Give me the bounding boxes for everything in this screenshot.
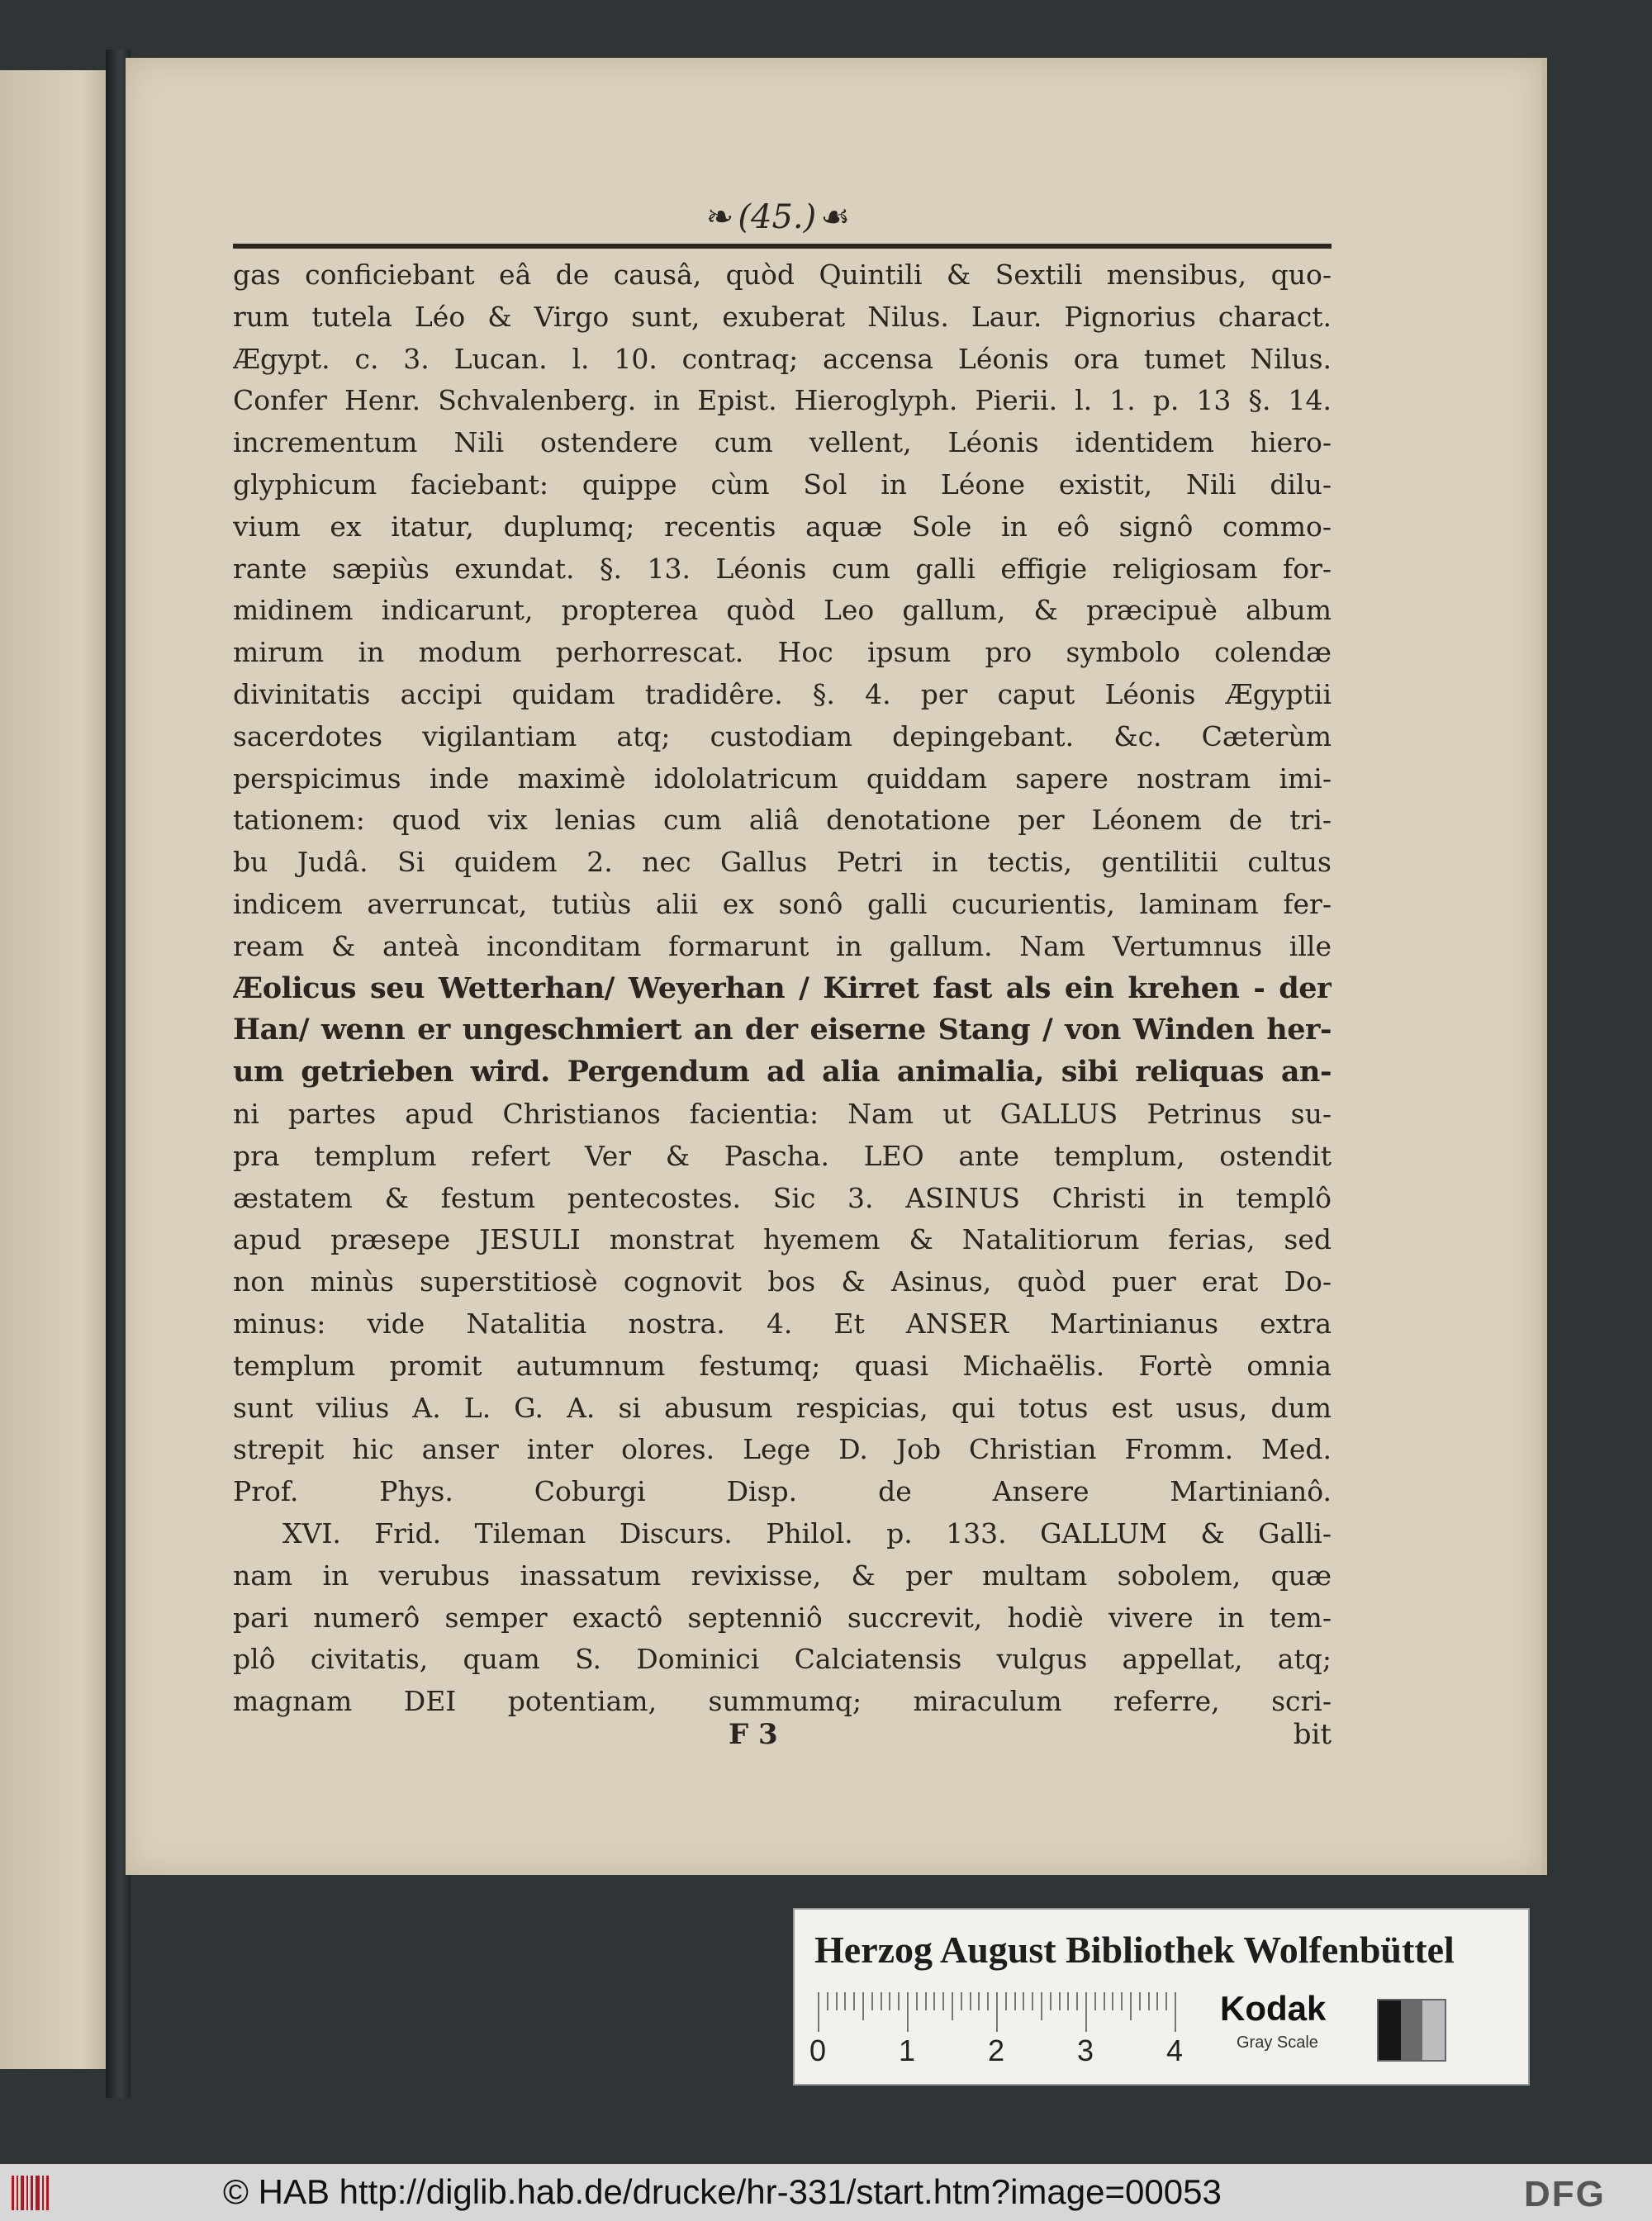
text-line: midinem indicarunt, propterea quòd Leo gallum, & præcipuè album — [233, 594, 1332, 627]
ruler-tick — [1059, 1992, 1061, 2010]
ruler-tick — [1130, 1992, 1132, 2020]
page-header — [233, 198, 1323, 236]
text-line: Prof. Phys. Coburgi Disp. de Ansere Martinianô. — [233, 1475, 1332, 1508]
signature-mark: F 3 — [729, 1718, 778, 1751]
ruler-tick — [1156, 1992, 1158, 2010]
text-line: Ægypt. c. 3. Lucan. l. 10. contraq; accensa Léonis ora tumet Nilus. — [233, 342, 1332, 375]
barcode-icon — [12, 2176, 63, 2210]
barcode-bar — [21, 2176, 24, 2210]
ruler-tick — [1005, 1992, 1007, 2010]
ruler-tick — [881, 1992, 882, 2010]
ruler-tick — [898, 1992, 900, 2010]
ruler-tick — [942, 1992, 944, 2010]
ruler-tick — [827, 1992, 828, 2010]
text-line: rum tutela Léo & Virgo sunt, exuberat Nilus. Laur. Pignorius charact. — [233, 300, 1332, 333]
text-line: minus: vide Natalitia nostra. 4. Et ANSER Martinianus extra — [233, 1307, 1332, 1340]
ruler-tick — [1139, 1992, 1141, 2010]
ruler-number: 1 — [899, 2034, 916, 2067]
ruler-tick — [889, 1992, 890, 2010]
ruler-tick — [978, 1992, 980, 2010]
ruler-tick — [1014, 1992, 1016, 2010]
barcode-bar — [12, 2176, 14, 2210]
text-line: rante sæpiùs exundat. §. 13. Léonis cum galli effigie religiosam for- — [233, 552, 1332, 585]
text-line: Confer Henr. Schvalenberg. in Epist. Hieroglyph. Pierii. l. 1. p. 13 §. 14. — [233, 384, 1332, 417]
ruler-number: 4 — [1166, 2034, 1184, 2067]
ruler-tick — [1032, 1992, 1033, 2010]
text-line: ream & anteà inconditam formarunt in gallum. Nam Vertumnus ille — [233, 929, 1332, 962]
ruler-tick — [925, 1992, 927, 2010]
footer-bar — [0, 2164, 1652, 2221]
ruler-tick — [961, 1992, 962, 2010]
ruler-tick — [1067, 1992, 1069, 2010]
barcode-bar — [36, 2176, 40, 2210]
text-line: glyphicum faciebant: quippe cùm Sol in Léone existit, Nili dilu- — [233, 467, 1332, 501]
library-name: Herzog August Bibliothek Wolfenbüttel — [814, 1929, 1455, 1971]
ruler-tick — [1076, 1992, 1078, 2010]
gray-patch-black — [1379, 2000, 1401, 2060]
ruler-tick — [1148, 1992, 1150, 2010]
ruler-numbers — [809, 2034, 1206, 2075]
text-line: divinitatis accipi quidam tradidêre. §. 4. per caput Léonis Ægyptii — [233, 677, 1332, 710]
text-line: sunt vilius A. L. G. A. si abusum respicias, qui totus est usus, dum — [233, 1391, 1332, 1424]
left-page-edge — [0, 70, 117, 2069]
ruler-tick — [871, 1992, 873, 2010]
ruler-tick — [1085, 1992, 1087, 2032]
ruler-number: 0 — [809, 2034, 827, 2067]
ornament-right-icon: ☙ — [820, 198, 851, 236]
ruler-tick — [1041, 1992, 1042, 2020]
text-line: indicem averruncat, tutiùs alii ex sonô galli cucurientis, laminam fer- — [233, 887, 1332, 920]
ruler-tick — [1175, 1992, 1176, 2032]
text-line: plô civitatis, quam S. Dominici Calciatensis vulgus appellat, atq; — [233, 1643, 1332, 1676]
ruler-number: 3 — [1077, 2034, 1094, 2067]
text-line: nam in verubus inassatum revixisse, & per multam sobolem, quæ — [233, 1559, 1332, 1592]
text-line: perspicimus inde maximè idololatricum quiddam sapere nostram imi- — [233, 762, 1332, 795]
header-rule — [233, 244, 1332, 249]
ruler-number: 2 — [988, 2034, 1005, 2067]
barcode-bar — [46, 2176, 49, 2210]
barcode-bar — [31, 2176, 33, 2210]
ruler-tick — [996, 1992, 998, 2032]
text-line: XVI. Frid. Tileman Discurs. Philol. p. 133. GALLUM & Galli- — [282, 1516, 1332, 1549]
ruler-tick — [933, 1992, 935, 2010]
page-footer — [233, 1718, 1332, 1759]
body-text — [233, 254, 1332, 1723]
ruler-tick — [853, 1992, 855, 2010]
text-line: æstatem & festum pentecostes. Sic 3. ASINUS Christi in templô — [233, 1181, 1332, 1214]
color-calibration-card — [793, 1908, 1530, 2086]
text-line: templum promit autumnum festumq; quasi Michaëlis. Fortè omnia — [233, 1349, 1332, 1382]
text-line: strepit hic anser inter olores. Lege D. Job Christian Fromm. Med. — [233, 1433, 1332, 1466]
ruler-tick — [844, 1992, 846, 2010]
text-line: non minùs superstitiosè cognovit bos & Asinus, quòd puer erat Do- — [233, 1265, 1332, 1298]
text-line: tationem: quod vix lenias cum aliâ denotatione per Léonem de tri- — [233, 804, 1332, 837]
catchword: bit — [1293, 1718, 1332, 1751]
gray-patch-mid — [1401, 2000, 1423, 2060]
dfg-logo: DFG — [1524, 2174, 1606, 2214]
ruler-tick — [1094, 1992, 1096, 2010]
ruler-tick — [987, 1992, 989, 2010]
text-line: ni partes apud Christianos facientia: Nam ut GALLUS Petrinus su- — [233, 1097, 1332, 1130]
text-line: um getrieben wird. Pergendum ad alia animalia, sibi reliquas an- — [233, 1055, 1332, 1089]
ruler-tick — [1112, 1992, 1113, 2010]
ruler-tick — [1050, 1992, 1051, 2010]
barcode-bar — [26, 2176, 28, 2210]
text-line: pra templum refert Ver & Pascha. LEO ante templum, ostendit — [233, 1139, 1332, 1172]
text-line: mirum in modum perhorrescat. Hoc ipsum pro symbolo colendæ — [233, 636, 1332, 669]
gray-patch-light — [1422, 2000, 1445, 2060]
barcode-bar — [42, 2176, 44, 2210]
ornament-left-icon: ❧ — [705, 198, 734, 236]
text-line: sacerdotes vigilantiam atq; custodiam depingebant. &c. Cæterùm — [233, 719, 1332, 752]
text-line: incrementum Nili ostendere cum vellent, Léonis identidem hiero- — [233, 426, 1332, 459]
text-line: bu Judâ. Si quidem 2. nec Gallus Petri in tectis, gentilitii cultus — [233, 846, 1332, 879]
gray-scale-patches — [1377, 1999, 1446, 2062]
book-page — [126, 58, 1547, 1875]
text-line: Han/ wenn er ungeschmiert an der eiserne Stang / von Winden her- — [233, 1013, 1332, 1047]
ruler-tick — [916, 1992, 918, 2010]
ruler-tick — [836, 1992, 838, 2010]
text-line: pari numerô semper exactô septenniô succrevit, hodiè vivere in tem- — [233, 1601, 1332, 1634]
kodak-logo: Kodak — [1220, 1989, 1327, 2028]
text-line: apud præsepe JESULI monstrat hyemem & Natalitiorum ferias, sed — [233, 1223, 1332, 1256]
ruler-tick — [1023, 1992, 1024, 2010]
ruler-tick — [1121, 1992, 1123, 2010]
ruler-tick — [907, 1992, 909, 2032]
ruler-tick — [952, 1992, 953, 2020]
measurement-ruler — [818, 1992, 1181, 2034]
barcode-bar — [17, 2176, 18, 2210]
text-line: gas conficiebant eâ de causâ, quòd Quintili & Sextili mensibus, quo- — [233, 259, 1332, 291]
ruler-tick — [1165, 1992, 1167, 2010]
text-line: vium ex itatur, duplumq; recentis aquæ Sole in eô signô commo- — [233, 510, 1332, 543]
ruler-tick — [1104, 1992, 1105, 2010]
text-line: magnam DEI potentiam, summumq; miraculum referre, scri- — [233, 1685, 1332, 1718]
page-number: (45.) — [738, 198, 817, 236]
ruler-tick — [862, 1992, 864, 2020]
ruler-tick — [970, 1992, 971, 2010]
text-line: Æolicus seu Wetterhan/ Weyerhan / Kirret fast als ein krehen - der — [233, 971, 1332, 1005]
kodak-subtitle: Gray Scale — [1237, 2034, 1318, 2052]
ruler-tick — [818, 1992, 819, 2032]
copyright-link[interactable]: © HAB http://diglib.hab.de/drucke/hr-331/start.htm?image=00053 — [223, 2172, 1222, 2211]
